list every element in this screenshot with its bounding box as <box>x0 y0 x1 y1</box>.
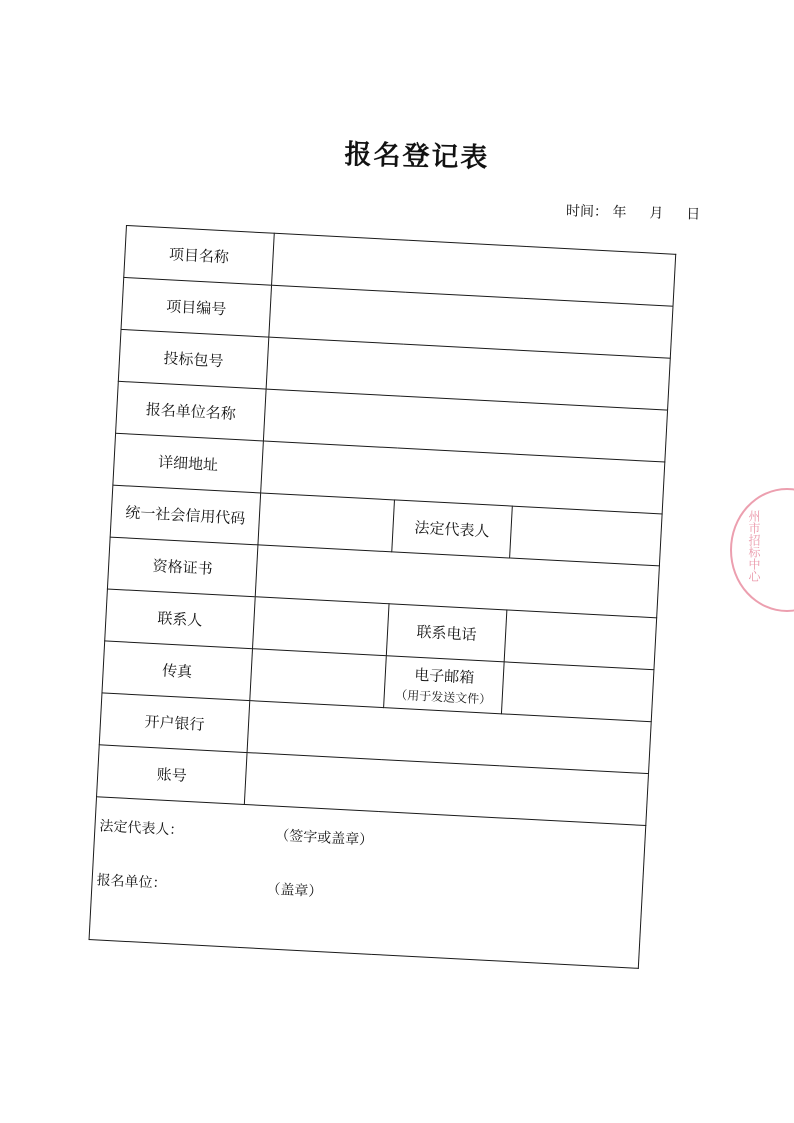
contact-label: 联系人 <box>105 589 256 649</box>
legal-rep-sign-note: （签字或盖章） <box>274 827 374 849</box>
date-month: 月 <box>649 205 664 222</box>
date-year: 年 <box>612 204 627 221</box>
bid-package-label: 投标包号 <box>118 329 269 389</box>
email-field[interactable] <box>501 662 654 722</box>
account-label: 账号 <box>97 745 248 805</box>
signature-cell[interactable] <box>89 797 646 969</box>
qualification-label: 资格证书 <box>107 537 258 597</box>
bank-label: 开户银行 <box>99 693 250 753</box>
address-label: 详细地址 <box>113 433 264 493</box>
email-label-cell <box>384 656 505 714</box>
date-line <box>566 200 701 224</box>
fax-label: 传真 <box>102 641 253 701</box>
registration-table <box>89 225 677 969</box>
unit-sign-note: （盖章） <box>266 881 323 901</box>
legal-rep-sign-line <box>99 815 374 849</box>
email-label: 电子邮箱 <box>413 665 475 687</box>
contact-phone-label: 联系电话 <box>386 604 507 662</box>
company-name-label: 报名单位名称 <box>116 381 267 441</box>
contact-phone-field[interactable] <box>504 610 657 670</box>
project-number-label: 项目编号 <box>121 277 272 337</box>
email-note: （用于发送文件） <box>394 687 492 707</box>
project-name-label: 项目名称 <box>124 226 275 286</box>
registration-form-sheet <box>89 225 677 969</box>
credit-code-field[interactable] <box>258 493 395 552</box>
date-day: 日 <box>686 206 701 223</box>
date-label: 时间： <box>565 203 609 221</box>
legal-rep-field[interactable] <box>510 506 663 566</box>
stamp-text: 州市招标中心 <box>747 510 761 582</box>
unit-sign-label: 报名单位： <box>96 872 167 893</box>
contact-field[interactable] <box>252 597 389 656</box>
form-title: 报名登记表 <box>344 139 490 174</box>
credit-code-label: 统一社会信用代码 <box>110 485 261 545</box>
red-seal-stamp <box>730 488 794 612</box>
row-signature <box>89 797 646 969</box>
legal-rep-sign-label: 法定代表人： <box>99 818 184 839</box>
fax-field[interactable] <box>250 649 387 708</box>
legal-rep-label: 法定代表人 <box>392 500 513 558</box>
unit-sign-line <box>96 869 323 901</box>
